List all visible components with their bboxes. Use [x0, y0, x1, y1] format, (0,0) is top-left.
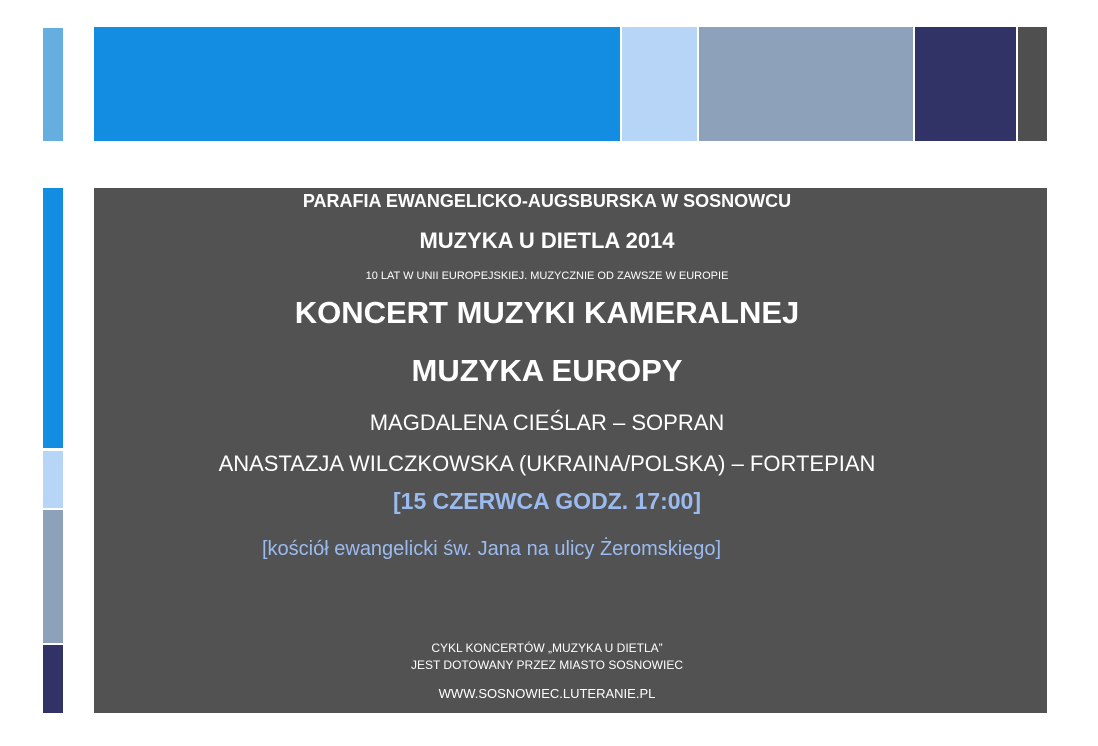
top-bar-segment-blue — [94, 27, 620, 141]
motto: 10 LAT W UNII EUROPEJSKIEJ. MUZYCZNIE OD ZAWSZE W EUROPIE — [365, 270, 729, 282]
venue: [kościół ewangelicki św. Jana na ulicy Żeromskiego] — [262, 538, 722, 560]
content-panel — [94, 188, 1047, 713]
side-bar-segment-navy — [43, 645, 63, 713]
top-left-accent-stripe — [43, 28, 63, 141]
top-bar-segment-navy — [915, 27, 1016, 141]
concert-title: KONCERT MUZYKI KAMERALNEJ — [294, 295, 800, 330]
parish-name: PARAFIA EWANGELICKO-AUGSBURSKA W SOSNOWCU — [302, 191, 792, 211]
concert-theme: MUZYKA EUROPY — [411, 353, 683, 388]
website-link[interactable]: WWW.SOSNOWIEC.LUTERANIE.PL — [438, 686, 656, 701]
date-time: [15 CZERWCA GODZ. 17:00] — [393, 488, 701, 514]
side-bar-segment-grey-blue — [43, 510, 63, 643]
performer-piano: ANASTAZJA WILCZKOWSKA (UKRAINA/POLSKA) – FORTEPIAN — [218, 451, 876, 476]
top-bar-segment-light-blue — [622, 27, 697, 141]
top-bar-segment-grey-blue — [699, 27, 913, 141]
performer-soprano: MAGDALENA CIEŚLAR – SOPRAN — [369, 410, 725, 435]
side-bar-segment-light-blue — [43, 451, 63, 508]
funding-note-line-2: JEST DOTOWANY PRZEZ MIASTO SOSNOWIEC — [410, 658, 684, 672]
series-title: MUZYKA U DIETLA 2014 — [419, 228, 675, 253]
funding-note-line-1: CYKL KONCERTÓW „MUZYKA U DIETLA” — [431, 641, 663, 655]
side-bar-segment-blue — [43, 188, 63, 448]
top-bar-segment-dark-grey — [1018, 27, 1047, 141]
